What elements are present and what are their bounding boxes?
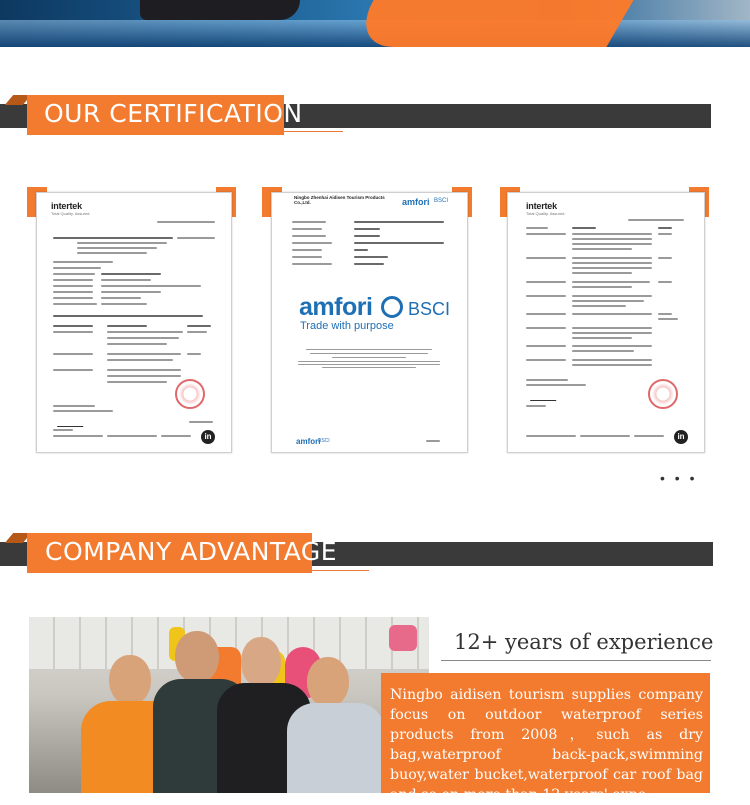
signature: [57, 416, 87, 427]
certificate-page: intertek Total Quality. Assured. in: [507, 192, 705, 453]
advantage-text-box: [381, 673, 710, 803]
intertek-mark-icon: in: [201, 430, 215, 444]
amfori-logo: amfori: [299, 293, 373, 321]
official-stamp: [175, 379, 205, 409]
experience-headline: 12+ years of experience: [454, 630, 714, 654]
section-title: OUR CERTIFICATION: [44, 99, 303, 128]
section-title: COMPANY ADVANTAGE: [45, 537, 338, 566]
amfori-footer-logo: amfori: [296, 437, 321, 446]
amfori-small-logo: amfori: [402, 197, 430, 207]
official-stamp: [648, 379, 678, 409]
certificate-page: intertek Total Quality. Assured. in: [36, 192, 232, 453]
advantage-description: Ningbo aidisen tourism supplies company focus on outdoor waterproof series products from 2008，such as dry bag,waterproof back-pack,swimming buoy,water bucket,waterproof car roof bag and so on,more than 12 years' expe-: [390, 687, 703, 803]
bsci-ring-icon: [381, 296, 403, 318]
certificate-page: Ningbo Zhenhai Aidisen Tourism Products Co.,Ltd. amfori BSCI amfori BSCI Trade with purpose amfori BSCI: [271, 192, 468, 453]
more-indicator[interactable]: • • •: [660, 470, 698, 486]
team-photo: [29, 617, 429, 793]
intertek-logo: intertek: [51, 201, 82, 211]
intertek-mark-icon: in: [674, 430, 688, 444]
signature: [530, 390, 560, 401]
intertek-logo: intertek: [526, 201, 557, 211]
top-banner-image: [0, 0, 750, 47]
